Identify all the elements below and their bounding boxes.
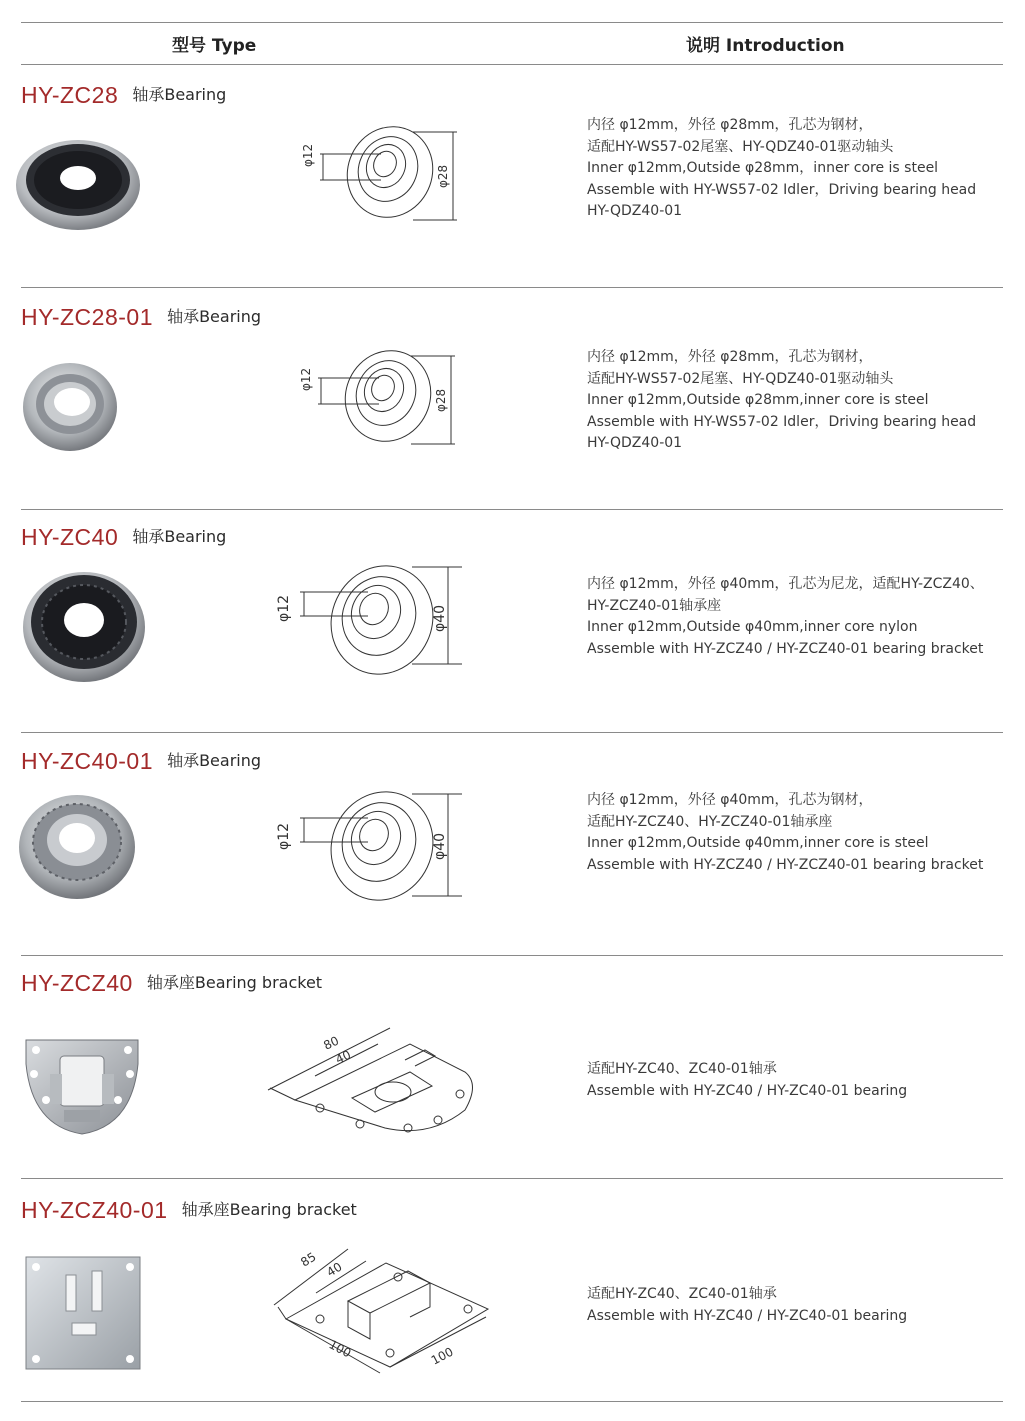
dimension-label-depth: 85 (298, 1249, 319, 1270)
intro-line: Assemble with HY-ZCZ40 / HY-ZCZ40-01 bearing bracket (587, 856, 984, 873)
product-name: 轴承座Bearing bracket (146, 973, 323, 992)
bearing-photo (14, 138, 144, 232)
dimension-label-center: 40 (333, 1047, 354, 1067)
section-divider (21, 955, 1003, 956)
outer-diameter-label: φ40 (432, 832, 448, 860)
product-title (21, 748, 261, 775)
section-divider (21, 287, 1003, 288)
product-name: 轴承Bearing (132, 527, 227, 546)
product-code: HY-ZCZ40-01 (21, 1197, 168, 1223)
product-name: 轴承座Bearing bracket (181, 1200, 357, 1219)
intro-line: 适配HY-WS57-02尾塞、HY-QDZ40-01驱动轴头 (587, 370, 894, 387)
intro-line: Assemble with HY-ZCZ40 / HY-ZCZ40-01 bearing bracket (587, 640, 984, 657)
product-introduction (587, 790, 983, 876)
product-row (0, 82, 1025, 304)
intro-line: 内径 φ12mm，外径 φ40mm，孔芯为尼龙，适配HY-ZCZ40、 (587, 576, 984, 592)
bearing-photo (22, 360, 122, 454)
product-title (21, 524, 226, 551)
product-code: HY-ZC28 (21, 82, 119, 108)
inner-diameter-label: φ12 (276, 594, 292, 622)
product-row (0, 970, 1025, 1192)
intro-line: 适配HY-WS57-02尾塞、HY-QDZ40-01驱动轴头 (587, 138, 894, 155)
product-name: 轴承Bearing (167, 307, 262, 326)
bracket-photo (20, 1253, 146, 1373)
product-introduction (587, 1059, 907, 1102)
intro-line: HY-ZCZ40-01轴承座 (587, 597, 722, 614)
dimension-label-width: 100 (428, 1344, 456, 1368)
introduction-column-header: 说明 Introduction (686, 36, 845, 56)
intro-line: Assemble with HY-WS57-02 Idler，Driving bearing head (587, 181, 977, 198)
bearing-photo (22, 570, 146, 684)
product-title (21, 304, 261, 331)
bracket-technical-drawing (260, 1020, 490, 1140)
intro-line: Inner φ12mm,Outside φ40mm,inner core nylon (587, 619, 918, 635)
intro-line: Assemble with HY-ZC40 / HY-ZC40-01 bearing (587, 1307, 908, 1324)
intro-line: Assemble with HY-ZC40 / HY-ZC40-01 bearing (587, 1082, 908, 1099)
product-title (21, 82, 226, 109)
intro-line: Inner φ12mm,Outside φ40mm,inner core is steel (587, 835, 929, 851)
inner-diameter-label: φ12 (276, 822, 292, 850)
inner-diameter-label: φ12 (299, 367, 313, 391)
header-bottom-rule (21, 64, 1003, 65)
product-title (21, 970, 322, 997)
product-code: HY-ZCZ40 (21, 970, 133, 996)
dimension-label-width: 80 (321, 1033, 342, 1053)
type-column-header: 型号 Type (172, 36, 257, 56)
outer-diameter-label: φ40 (432, 604, 448, 632)
intro-line: 内径 φ12mm，外径 φ28mm，孔芯为钢材， (587, 349, 873, 365)
product-introduction (587, 347, 976, 455)
product-row (0, 524, 1025, 746)
bearing-photo (17, 792, 137, 902)
bearing-technical-drawing (293, 346, 473, 456)
product-name: 轴承Bearing (132, 85, 227, 104)
product-code: HY-ZC28-01 (21, 304, 153, 330)
header-top-rule (21, 22, 1003, 23)
section-divider (21, 509, 1003, 510)
product-row (0, 304, 1025, 526)
intro-line: 内径 φ12mm，外径 φ40mm，孔芯为钢材， (587, 792, 873, 808)
product-introduction (587, 1284, 907, 1327)
section-divider (21, 1401, 1003, 1402)
intro-line: Inner φ12mm,Outside φ28mm，inner core is steel (587, 160, 939, 176)
product-row (0, 1197, 1025, 1419)
bearing-technical-drawing (272, 564, 472, 684)
dimension-label-center: 40 (324, 1259, 345, 1280)
product-code: HY-ZC40-01 (21, 748, 153, 774)
product-name: 轴承Bearing (167, 751, 262, 770)
bracket-photo (20, 1034, 144, 1138)
outer-diameter-label: φ28 (434, 388, 448, 412)
section-divider (21, 1178, 1003, 1179)
intro-line: HY-QDZ40-01 (587, 203, 683, 219)
dimension-label-length: 100 (326, 1337, 354, 1361)
intro-line: 适配HY-ZC40、ZC40-01轴承 (587, 1286, 777, 1302)
inner-diameter-label: φ12 (301, 143, 315, 167)
intro-line: HY-QDZ40-01 (587, 435, 683, 451)
bracket-technical-drawing (268, 1237, 498, 1387)
outer-diameter-label: φ28 (436, 164, 450, 188)
intro-line: 内径 φ12mm，外径 φ28mm，孔芯为钢材， (587, 117, 873, 133)
intro-line: 适配HY-ZCZ40、HY-ZCZ40-01轴承座 (587, 813, 833, 830)
product-title (21, 1197, 357, 1224)
intro-line: 适配HY-ZC40、ZC40-01轴承 (587, 1061, 777, 1077)
product-code: HY-ZC40 (21, 524, 119, 550)
bearing-technical-drawing (295, 122, 475, 232)
product-introduction (587, 115, 976, 223)
intro-line: Inner φ12mm,Outside φ28mm,inner core is steel (587, 392, 929, 408)
product-introduction (587, 574, 984, 660)
bearing-technical-drawing (272, 788, 472, 908)
product-row (0, 748, 1025, 970)
section-divider (21, 732, 1003, 733)
intro-line: Assemble with HY-WS57-02 Idler，Driving bearing head (587, 413, 977, 430)
